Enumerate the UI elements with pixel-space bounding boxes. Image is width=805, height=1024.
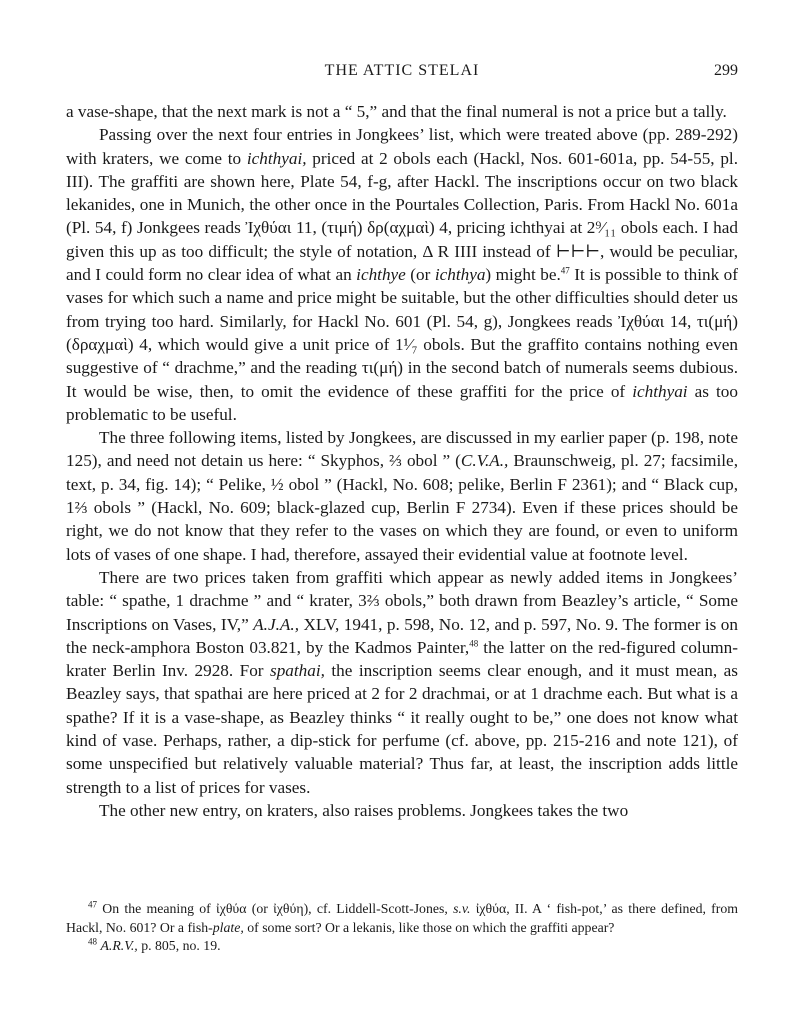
- paragraph: [66, 100, 738, 123]
- italic-text: spathai,: [270, 661, 325, 681]
- italic-text: C.V.A.,: [460, 451, 509, 471]
- text-run: On the meaning of ἰχθύα (or ἰχθύη), cf. Liddell-Scott-Jones,: [97, 901, 454, 916]
- italic-text: s.v.: [453, 901, 471, 916]
- italic-text: A.J.A.,: [253, 614, 299, 634]
- text-run: Passing over the next four entries in Jongkees’ list, which were treated above (pp. 289-292) with kraters, we come to: [66, 125, 738, 168]
- italic-text: ichthye: [356, 265, 406, 285]
- footnote: [66, 937, 738, 956]
- text-run: of some sort? Or a lekanis, like those on which the graffiti appear?: [243, 919, 615, 935]
- text-run: ) might be.: [485, 265, 561, 285]
- italic-text: ichthya: [434, 265, 486, 285]
- text-run: The three following items, listed by Jongkees, are discussed in my earlier paper (p. 198, note 125), and need not detain us here: “ Skyphos, ⅔ obol ” (: [66, 428, 738, 471]
- text-run: There are two prices taken from graffiti which appear as newly added items in Jongkees’ table: “ spathe, 1 drachme ” and “ krater, 3⅔ obols,” both drawn from Beazley’s article, “ Some Inscriptions on Vases, IV,”: [66, 567, 738, 634]
- text-run: ἰχθύα, II. A ‘ fish-pot,’ as there defined, from Hackl, No. 601? Or a fish-: [66, 901, 738, 935]
- italic-text: ichthyai,: [246, 148, 307, 168]
- text-run: p. 805, no. 19.: [137, 938, 221, 953]
- text-run: priced at 2 obols each (Hackl, Nos. 601-601a, pp. 54-55, pl. III). The graffiti are shown here, Plate 54, f-g, after Hackl. The inscriptions occur on two black lekanides, one in Munich, the other once in the Pourtales Collection, Paris. From Hackl No. 601a (Pl. 54, f) Jonkgees reads Ἰχθύαι 11, (τιμή) δρ(αχμαὶ) 4, pricing ichthyai at 2⁹⁄₁₁ obols each. I had given this up as too difficult; the style of notation, Δ R IIII instead of ⊢⊢⊢, would be peculiar, and I could form no clear idea of what an: [66, 148, 738, 285]
- text-run: The other new entry, on kraters, also raises problems. Jongkees takes the two: [99, 800, 629, 820]
- footnote: [66, 900, 738, 937]
- footnotes: [66, 900, 738, 956]
- footnote-ref: 47: [560, 265, 570, 276]
- footnote-ref: 47: [88, 899, 97, 910]
- body-text: [66, 100, 738, 822]
- text-run: a vase-shape, that the next mark is not a “ 5,” and that the final numeral is not a price but a tally.: [66, 102, 727, 121]
- text-run: (or: [405, 265, 435, 285]
- text-run: XLV, 1941, p. 598, No. 12, and p. 597, No. 9. The former is on the neck-amphora Boston 03.821, by the Kadmos Painter,: [66, 614, 738, 657]
- paragraph: [66, 123, 738, 426]
- text-run: the inscription seems clear enough, and it must mean, as Beazley says, that spathai are here priced at 2 for 2 drachmai, or at 1 drachme each. But what is a spathe? If it is a vase-shape, as Beazley thinks “ it really ought to be,” one does not know what kind of vase. Perhaps, rather, a dip-stick for perfume (cf. above, pp. 215-216 and note 121), of some unspecified but relatively valuable material? Thus far, at least, the inscription adds little strength to a list of prices for vases.: [66, 661, 738, 797]
- paragraph: [66, 566, 738, 799]
- running-title: THE ATTIC STELAI: [324, 62, 480, 79]
- italic-text: A.R.V.,: [100, 938, 138, 953]
- italic-text: plate,: [212, 919, 244, 935]
- text-run: as too problematic to be useful.: [66, 381, 738, 424]
- paragraph: [66, 799, 738, 822]
- italic-text: ichthyai: [632, 381, 688, 401]
- footnote-ref: 48: [88, 936, 97, 947]
- paragraph: [66, 426, 738, 566]
- text-run: It is possible to think of vases for which such a name and price might be suitable, but the other difficulties should deter us from trying too hard. Similarly, for Hackl No. 601 (Pl. 54, g), Jongkees reads Ἰχθύαι 14, τι(μή) (δραχμαὶ) 4, which would give a unit price of 1¹⁄₇ obols. But the graffito contains nothing even suggestive of “ drachme,” and the reading τι(μή) in the second batch of numerals seems dubious. It would be wise, then, to omit the evidence of these graffiti for the price of: [66, 265, 738, 401]
- text-run: Braunschweig, pl. 27; facsimile, text, p. 34, fig. 14); “ Pelike, ½ obol ” (Hackl, No. 608; pelike, Berlin F 2361); and “ Black cup, 1⅔ obols ” (Hackl, No. 609; black-glazed cup, Berlin F 2734). Even if these prices should be right, we do not know that they refer to the vases on which they are found, or even to uniform lots of vases of one shape. I had, therefore, assayed their evidential value at footnote level.: [66, 451, 738, 564]
- running-head: [66, 60, 738, 84]
- text-run: the latter on the red-figured column-krater Berlin Inv. 2928. For: [66, 637, 738, 681]
- footnote-ref: 48: [469, 638, 479, 649]
- page-number: 299: [714, 62, 738, 79]
